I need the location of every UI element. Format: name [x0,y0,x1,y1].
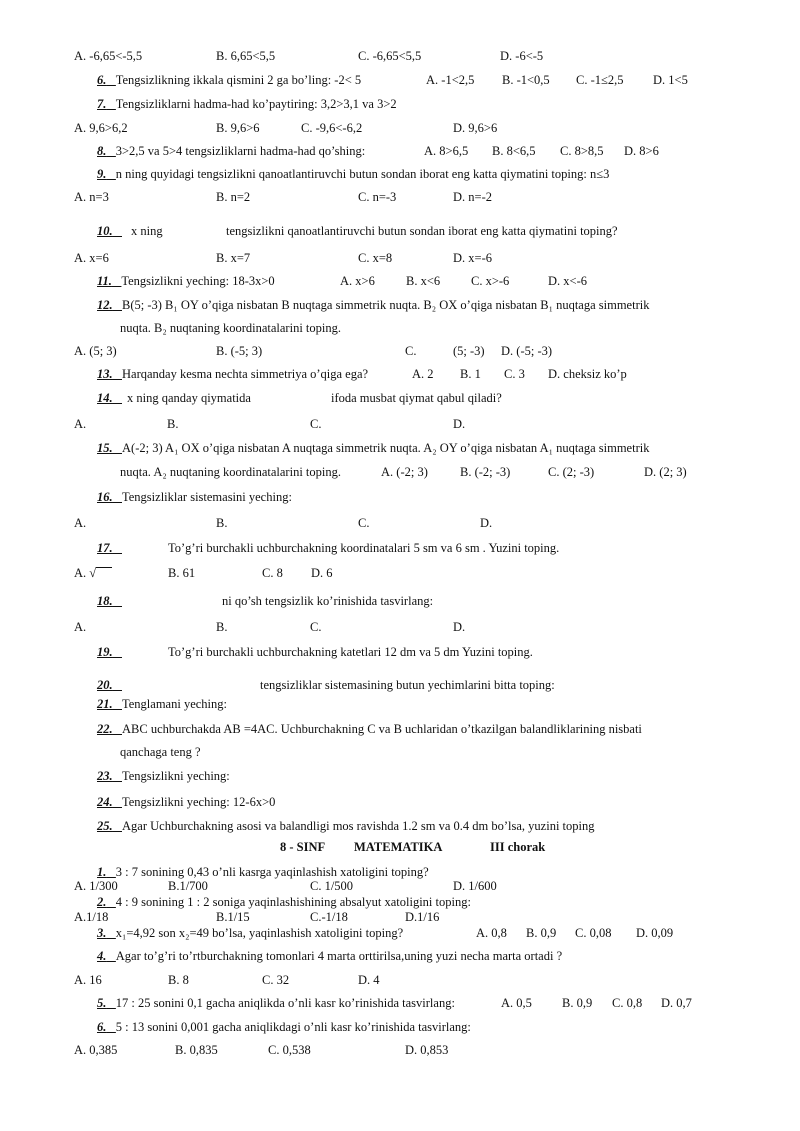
question-number: 21. [97,697,113,711]
option-b: B. x=7 [216,251,251,265]
option-d: D.1/16 [405,910,440,924]
question-number: 8. [97,144,107,158]
question-text: Agar Uchburchakning asosi va balandligi mos ravishda 1.2 sm va 0.4 dm bo’lsa, yuzini toping [122,819,595,833]
option-c: C. x>-6 [471,274,510,288]
option-a: A. [74,620,87,634]
option-c: C. 0,8 [612,996,643,1010]
question-8 [97,144,365,158]
option-d: D. 8>6 [624,144,659,158]
question-number: 16. [97,490,113,504]
question-number: 4. [97,949,107,963]
question-text: Tengsizliklarni hadma-had ko’paytiring: 3,2>3,1 va 3>2 [115,97,397,111]
question-number: 25. [97,819,113,833]
question-number: 9. [97,167,107,181]
question-24 [97,795,275,809]
question-11 [97,274,275,288]
question-number: 19. [97,645,113,659]
option-a: A. √ [74,566,112,580]
option-a: A. 0,5 [501,996,532,1010]
option-d: D. (-5; -3) [501,344,553,358]
option-d: D. -6<-5 [500,49,544,63]
question-number: 1. [97,865,107,879]
option-d: D. [480,516,493,530]
option-a: A. (5; 3) [74,344,117,358]
question-text: Tengsizlikni yeching: 12-6x>0 [122,795,276,809]
question-text-cont: qanchaga teng ? [120,745,201,759]
problem-3 [97,926,403,940]
option-c: C. x=8 [358,251,393,265]
option-d: D. [453,417,466,431]
option-c: C. 3 [504,367,525,381]
question-6 [97,73,361,87]
option-c: C. [310,620,322,634]
option-b: B. -1<0,5 [502,73,550,87]
section-quarter: III chorak [490,840,546,854]
option-a: A. n=3 [74,190,109,204]
option-d: D. cheksiz ko’p [548,367,627,381]
section-subject: MATEMATIKA [354,840,443,854]
option-b: B. 0,9 [562,996,593,1010]
question-text: To’g’ri burchakli uchburchakning koordinatalari 5 sm va 6 sm . Yuzini toping. [168,541,560,555]
question-number: 7. [97,97,107,111]
option-a: A. (-2; 3) [381,465,428,479]
question-number: 14. [97,391,113,405]
question-number: 2. [97,895,107,909]
question-text: tengsizliklar sistemasining butun yechimlarini bitta toping: [260,678,555,692]
question-number: 23. [97,769,113,783]
question-21 [97,697,227,711]
question-text: 4 : 9 sonining 1 : 2 soniga yaqinlashishining absalyut xatoligini toping: [115,895,471,909]
option-b: B. x<6 [406,274,441,288]
option-d: D. x=-6 [453,251,492,265]
option-d: D. x<-6 [548,274,587,288]
question-number: 17. [97,541,113,555]
option-c: C. (2; -3) [548,465,595,479]
option-b: B. 61 [168,566,196,580]
problem-1 [97,865,429,879]
option-a: A. 1/300 [74,879,118,893]
option-a: A. 8>6,5 [424,144,469,158]
question-number: 15. [97,441,113,455]
option-d: D. 0,7 [661,996,692,1010]
option-b: B. [216,516,228,530]
question-text: x₁=4,92 son x₂=49 bo’lsa, yaqinlashish xatoligini toping? [115,926,404,940]
option-c: C. [310,417,322,431]
question-text: Harqanday kesma nechta simmetriya o’qiga ega? [122,367,369,381]
option-a: A. [74,417,87,431]
question-text: Tengsizlikni yeching: 18-3x>0 [121,274,275,288]
question-text: tengsizlikni qanoatlantiruvchi butun sondan iborat eng katta qiymatini toping? [226,224,618,238]
option-d: D. (2; 3) [644,465,687,479]
option-a: A. x>6 [340,274,375,288]
question-number: 5. [97,996,107,1010]
question-text: 3 : 7 sonining 0,43 o’nli kasrga yaqinlashish xatoligini toping? [115,865,429,879]
option-c: C. 0,08 [575,926,612,940]
option-b: B. 0,835 [175,1043,218,1057]
problem-6 [97,1020,471,1034]
option-c: C. n=-3 [358,190,397,204]
option-b: B. 6,65<5,5 [216,49,276,63]
option-b: B. 0,9 [526,926,557,940]
question-text-cont: nuqta. A₂ nuqtaning koordinatalarini toping. [120,465,341,479]
question-text: x ning qanday qiymatida [127,391,251,405]
option-a: A. 16 [74,973,102,987]
option-b: B. 8 [168,973,189,987]
option-b: B. 9,6>6 [216,121,260,135]
question-13 [97,367,368,381]
question-23 [97,769,230,783]
question-text: Tenglamani yeching: [122,697,227,711]
question-text: x ning [131,224,163,238]
option-d: D. 1/600 [453,879,497,893]
question-number: 6. [97,1020,107,1034]
question-7 [97,97,397,111]
question-12 [97,298,649,312]
problem-5 [97,996,455,1010]
question-text: Tengsizliklar sistemasini yeching: [122,490,292,504]
option-d: D. 4 [358,973,380,987]
option-c: C. 32 [262,973,290,987]
option-a: A. 2 [412,367,434,381]
option-b: B. (-2; -3) [460,465,511,479]
option-c: C. -6,65<5,5 [358,49,422,63]
question-number: 24. [97,795,113,809]
option-b: B. [167,417,179,431]
option-d: D. 1<5 [653,73,688,87]
question-number: 13. [97,367,113,381]
option-d: D. 0,09 [636,926,674,940]
question-9 [97,167,609,181]
question-text: B(5; -3) B₁ OY o’qiga nisbatan B nuqtaga simmetrik nuqta. B₂ OX o’qiga nisbatan B₁ nuqtaga simmetrik [122,298,650,312]
option-b: B. 8<6,5 [492,144,536,158]
option-c: C. 8>8,5 [560,144,604,158]
question-text: ni qo’sh tengsizlik ko’rinishida tasvirlang: [222,594,434,608]
option-c: C. -9,6<-6,2 [301,121,363,135]
option-c: C. 8 [262,566,283,580]
option-a: A.1/18 [74,910,109,924]
question-text: Tengsizlikni yeching: [122,769,230,783]
question-text: A(-2; 3) A₁ OX o’qiga nisbatan A nuqtaga simmetrik nuqta. A₂ OY o’qiga nisbatan A₁ nuqtaga simmetrik [122,441,650,455]
question-text: ABC uchburchakda AB =4AC. Uchburchakning C va B uchlaridan o’tkazilgan balandliklarining nisbati [122,722,642,736]
question-number: 3. [97,926,107,940]
option-a: A. -1<2,5 [426,73,475,87]
option-c: C. 1/500 [310,879,354,893]
question-number: 12. [97,298,113,312]
question-number: 20. [97,678,113,692]
option-c: C.-1/18 [310,910,348,924]
question-25 [97,819,595,833]
question-number: 18. [97,594,113,608]
question-text: Tengsizlikning ikkala qismini 2 ga bo’ling: -2< 5 [115,73,362,87]
option-d: D. [453,620,466,634]
option-a: A. [74,516,87,530]
option-a: A. -6,65<-5,5 [74,49,143,63]
question-16 [97,490,292,504]
question-text: 5 : 13 sonini 0,001 gacha aniqlikdagi o’nli kasr ko’rinishida tasvirlang: [115,1020,471,1034]
option-d: D. n=-2 [453,190,492,204]
question-text: To’g’ri burchakli uchburchakning katetlari 12 dm va 5 dm Yuzini toping. [168,645,533,659]
question-number: 10. [97,224,113,238]
option-a: A. 0,385 [74,1043,118,1057]
question-text: n ning quyidagi tengsizlikni qanoatlantiruvchi butun sondan iborat eng katta qiymatini toping: n≤3 [115,167,610,181]
question-text: ifoda musbat qiymat qabul qiladi? [331,391,502,405]
question-22 [97,722,642,736]
option-c: C. [358,516,370,530]
question-15 [97,441,649,455]
option-c: C. 0,538 [268,1043,311,1057]
question-text: Agar to’g’ri to’rtburchakning tomonlari 4 marta orttirilsa,uning yuzi necha marta ortadi ? [115,949,563,963]
option-b: B.1/700 [168,879,208,893]
question-text-cont: nuqta. B₂ nuqtaning koordinatalarini toping. [120,321,341,335]
option-b: B.1/15 [216,910,250,924]
question-text: 3>2,5 va 5>4 tengsizliklarni hadma-had qo’shing: [115,144,366,158]
option-a: A. 9,6>6,2 [74,121,128,135]
option-d: D. 6 [311,566,333,580]
option-b: B. n=2 [216,190,251,204]
section-grade: 8 - SINF [280,840,326,854]
option-d: D. 9,6>6 [453,121,498,135]
problem-4 [97,949,562,963]
option-a: A. 0,8 [476,926,507,940]
question-number: 6. [97,73,107,87]
option-c: C. [405,344,417,358]
question-number: 11. [97,274,112,288]
problem-2 [97,895,471,909]
option-a: A. x=6 [74,251,109,265]
option-b: B. (-5; 3) [216,344,263,358]
option-b: B. 1 [460,367,481,381]
option-c-value: (5; -3) [453,344,485,358]
option-b: B. [216,620,228,634]
option-c: C. -1≤2,5 [576,73,624,87]
option-d: D. 0,853 [405,1043,449,1057]
question-text: 17 : 25 sonini 0,1 gacha aniqlikda o’nli kasr ko’rinishida tasvirlang: [115,996,455,1010]
question-number: 22. [97,722,113,736]
